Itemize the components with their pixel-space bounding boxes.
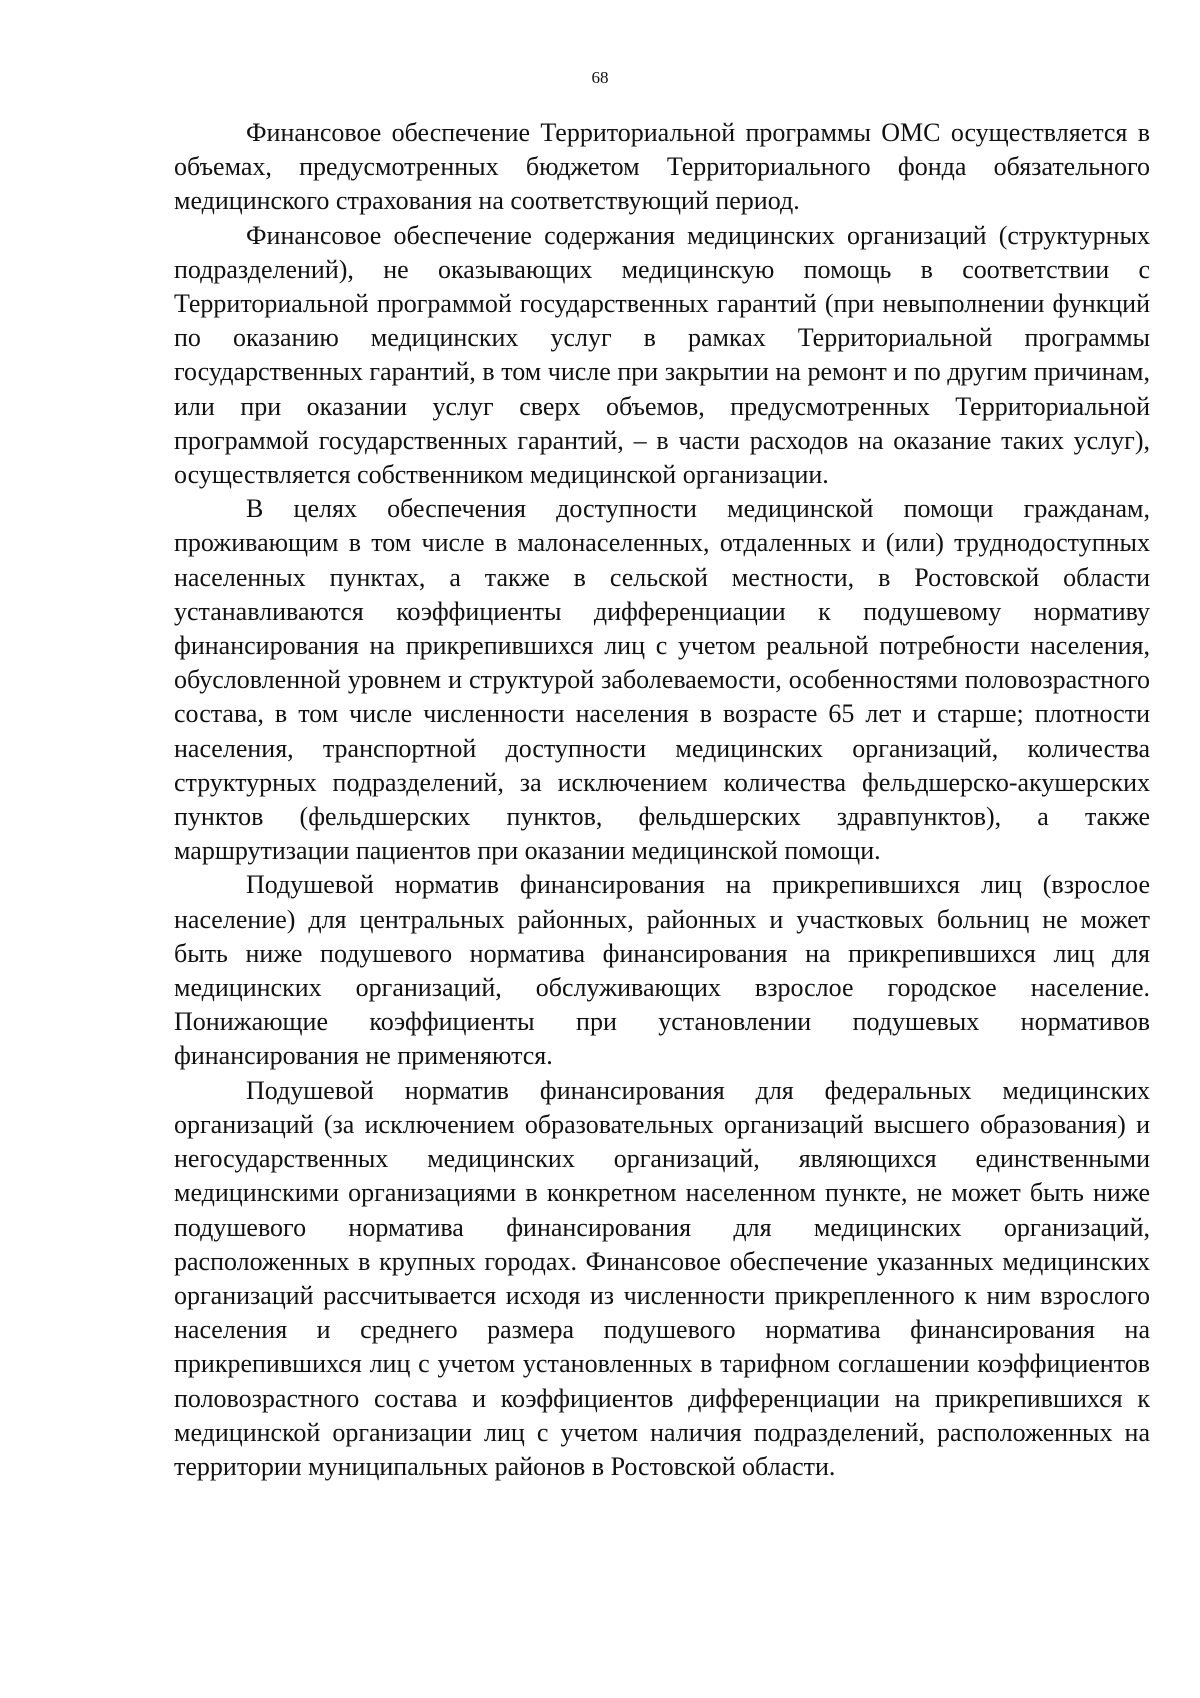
paragraph-maintenance-financing: Финансовое обеспечение содержания медицинских организаций (структурных подразделений), не оказывающих медицинскую помощь в соответствии с Территориальной программой государственных гарантий (при невыполнении функций по оказанию медицинских услуг в рамках Территориальной программы государственных гарантий, в том числе при закрытии на ремонт и по другим причинам, или при оказании услуг сверх объемов, предусмотренных Территориальной программой государственных гарантий, – в части расходов на оказание таких услуг), осуществляется собственником медицинской организации. xyxy=(174,220,1150,490)
paragraph-federal-organizations-norm: Подушевой норматив финансирования для федеральных медицинских организаций (за исключением образовательных организаций высшего образования) и негосударственных медицинских организаций, являющихся единственными медицинскими организациями в конкретном населенном пункте, не может быть ниже подушевого норматива финансирования для медицинских организаций, расположенных в крупных городах. Финансовое обеспечение указанных медицинских организаций рассчитывается исходя из численности прикрепленного к ним взрослого населения и среднего размера подушевого норматива финансирования на прикрепившихся лиц с учетом установленных в тарифном соглашении коэффициентов половозрастного состава и коэффициентов дифференциации на прикрепившихся к медицинской организации лиц с учетом наличия подразделений, расположенных на территории муниципальных районов в Ростовской области. xyxy=(174,1075,1150,1481)
paragraph-differentiation-coefficients: В целях обеспечения доступности медицинской помощи гражданам, проживающим в том числе в малонаселенных, отдаленных и (или) труднодоступных населенных пунктах, а также в сельской местности, в Ростовской области устанавливаются коэффициенты дифференциации к подушевому нормативу финансирования на прикрепившихся лиц с учетом реальной потребности населения, обусловленной уровнем и структурой заболеваемости, особенностями половозрастного состава, в том числе численности населения в возрасте 65 лет и старше; плотности населения, транспортной доступности медицинских организаций, количества структурных подразделений, за исключением количества фельдшерско-акушерских пунктов (фельдшерских пунктов, фельдшерских здравпунктов), а также маршрутизации пациентов при оказании медицинской помощи. xyxy=(174,494,1150,866)
paragraph-rural-hospitals-norm: Подушевой норматив финансирования на прикрепившихся лиц (взрослое население) для центральных районных, районных и участковых больниц не может быть ниже подушевого норматива финансирования на прикрепившихся лиц для медицинских организаций, обслуживающих взрослое городское население. Понижающие коэффициенты при установлении подушевых нормативов финансирования не применяются. xyxy=(174,870,1150,1071)
page-number: 68 xyxy=(591,68,609,87)
document-body xyxy=(174,116,1150,1484)
paragraph-financing-oms: Финансовое обеспечение Территориальной программы ОМС осуществляется в объемах, предусмотренных бюджетом Территориального фонда обязательного медицинского страхования на соответствующий период. xyxy=(174,118,1150,216)
